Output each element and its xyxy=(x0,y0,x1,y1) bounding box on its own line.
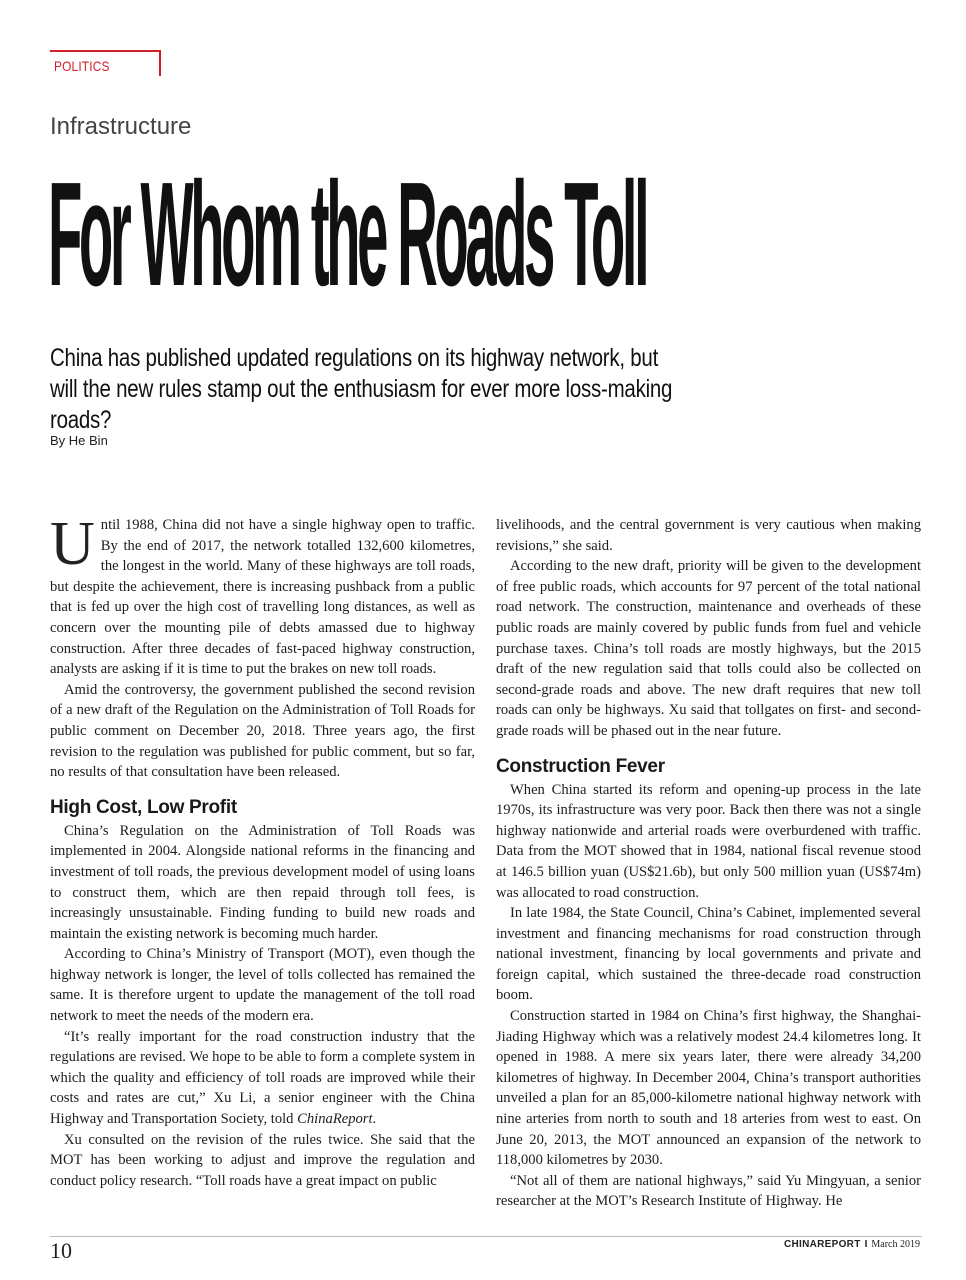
paragraph xyxy=(50,510,475,680)
byline: By He Bin xyxy=(50,433,108,448)
paragraph xyxy=(50,1027,475,1130)
paragraph: Construction started in 1984 on China’s first highway, the Shanghai-Jiading Highway which was a relatively modest 24.4 kilometres long. It opened in 1988. A mere six years later, there were already 34,200 kilometres of highway. In December 2004, China’s transport authorities unveiled a plan for an 85,000-kilometre national highway network with nine arteries from north to south and 18 arteries from west to east. On June 20, 2013, the MOT announced an expansion of the network to 118,000 kilometres by 2030. xyxy=(496,1008,921,1169)
issue-date: March 2019 xyxy=(871,1239,920,1250)
paragraph: In late 1984, the State Council, China’s Cabinet, implemented several investment and financing mechanisms for road construction through national investment, financing by local governments and private and foreign capital, which sustained the three-decade road construction boom. xyxy=(496,905,921,1004)
footer-divider xyxy=(50,1236,922,1237)
paragraph: When China started its reform and opening-up process in the late 1970s, its infrastructure was very poor. Back then there was not a single highway nationwide and arterial roads were overburdened with traffic. Data from the MOT showed that in 1984, national fiscal revenue stood at 146.5 billion yuan (US$21.6b), but only 500 million yuan (US$74m) was allocated to road construction. xyxy=(496,781,921,901)
section-tag xyxy=(50,50,161,76)
section-label: POLITICS xyxy=(54,58,110,74)
publication-title: CHINAREPORT xyxy=(783,1239,861,1250)
footer-publication xyxy=(784,1239,920,1250)
paragraph: Amid the controversy, the government published the second revision of a new draft of the Regulation on the Administration of Toll Roads for public comment on December 20, 2018. Three years ago, the first revision to the regulation was published for public comment, but so far, no results of that consultation have been released. xyxy=(50,681,475,781)
standfirst: China has published updated regulations on its highway network, but will the new rules stamp out the enthusiasm for ever more loss-making roads? xyxy=(50,344,673,434)
paragraph: According to China’s Ministry of Transport (MOT), even though the highway network is longer, the level of tolls collected has remained the same. It is therefore urgent to update the management of the toll road network to meet the needs of the modern era. xyxy=(50,946,475,1025)
headline: For Whom the Roads Toll xyxy=(48,152,647,317)
footer-separator: I xyxy=(864,1239,868,1250)
paragraph-text: ntil 1988, China did not have a single highway open to traffic. By the end of 2017, the network totalled 132,600 kilometres, the longest in the world. Many of these highways are toll roads, but despite the achievement, there is increasing pushback from a public that is fed up over the high cost of travelling long distances, as well as concern over the mounting pile of debts amassed due to highway construction. After three decades of fast-paced highway construction, analysts are asking if it is time to put the brakes on new toll roads. xyxy=(50,517,475,678)
page-number: 10 xyxy=(50,1238,72,1263)
kicker: Infrastructure xyxy=(50,113,192,140)
article-column-left xyxy=(50,510,475,1191)
paragraph: China’s Regulation on the Administration of Toll Roads was implemented in 2004. Alongside national reforms in the financing and investment of toll roads, the previous development model of using loans to construct them, which are then repaid through toll fees, is increasingly unsustainable. Finding funding to build new roads and maintain the existing network is becoming much harder. xyxy=(50,822,475,942)
paragraph: Xu consulted on the revision of the rules twice. She said that the MOT has been working to adjust and improve the regulation and conduct policy research. “Toll roads have a great impact on public xyxy=(50,1131,475,1189)
drop-cap: U xyxy=(50,510,95,578)
paragraph-text: “It’s really important for the road construction industry that the regulations are revised. We hope to be able to form a complete system in which the quality and efficiency of toll roads are improved while their costs and rates are cut,” Xu Li, a senior engineer with the China Highway and Transportation Society, told xyxy=(50,1028,475,1128)
subheading: High Cost, Low Profit xyxy=(50,796,237,818)
publication-name: ChinaReport xyxy=(297,1111,373,1128)
paragraph: “Not all of them are national highways,” said Yu Mingyuan, a senior researcher at the MOT’s Research Institute of Highway. He xyxy=(496,1172,921,1210)
paragraph-text: . xyxy=(372,1111,377,1128)
article-column-right xyxy=(496,515,921,1212)
paragraph: livelihoods, and the central government is very cautious when making revisions,” she said. xyxy=(496,517,921,554)
subheading: Construction Fever xyxy=(496,755,665,777)
paragraph: According to the new draft, priority will be given to the development of free public roads, which accounts for 97 percent of the total national road network. The construction, maintenance and overheads of these public roads are mainly covered by public funds from fuel and vehicle purchase taxes. China’s toll roads are mostly highways, but the 2015 draft of the new regulation said that tolls could also be collected on second-grade roads and above. The new draft requires that new toll roads can only be highways. Xu said that tollgates on first- and second-grade roads will be phased out in the near future. xyxy=(496,558,921,739)
